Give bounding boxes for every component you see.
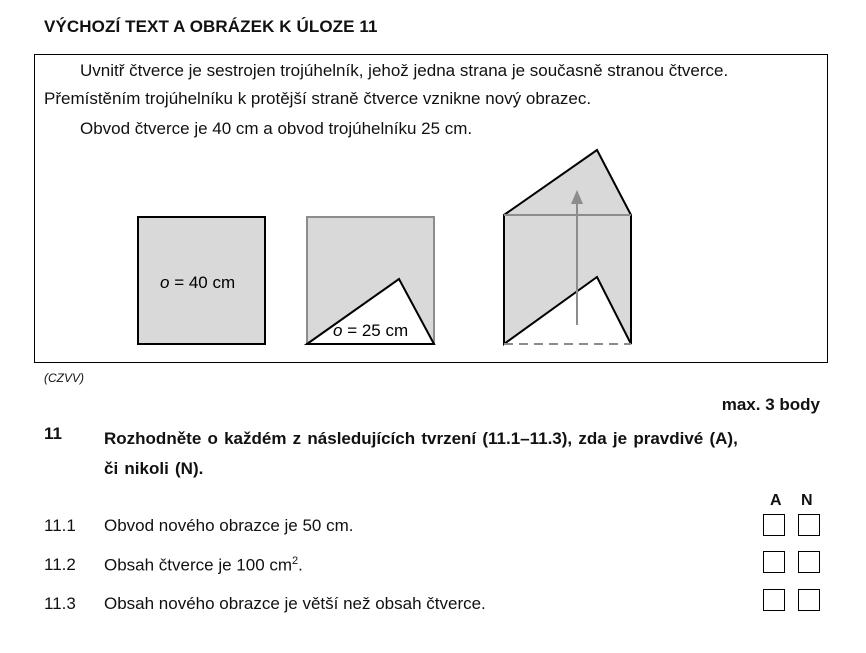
intro-line-2: Přemístěním trojúhelníku k protější straně čtverce vznikne nový obrazec. (44, 89, 592, 108)
new-shape (504, 150, 631, 344)
source-note: (CZVV) (44, 371, 84, 385)
triangle-perimeter-label: o = 25 cm (333, 321, 409, 340)
column-header-a: A (770, 492, 782, 509)
answer-a-checkbox-11-2[interactable] (763, 551, 785, 573)
statement-number: 11.2 (44, 555, 76, 574)
statement-number: 11.3 (44, 594, 76, 613)
answer-a-checkbox-11-1[interactable] (763, 514, 785, 536)
intro-line-3: Obvod čtverce je 40 cm a obvod trojúhelníku 25 cm. (80, 119, 473, 138)
answer-a-checkbox-11-3[interactable] (763, 589, 785, 611)
section-heading: VÝCHOZÍ TEXT A OBRÁZEK K ÚLOZE 11 (44, 17, 378, 36)
answer-n-checkbox-11-3[interactable] (798, 589, 820, 611)
question-text: Rozhodněte o každém z následujících tvrzení (11.1–11.3), zda je pravdivé (A), či nikoli (N). (104, 429, 738, 478)
statement-number: 11.1 (44, 516, 76, 535)
statement-text-end: . (298, 555, 303, 575)
statement-text: Obsah nového obrazce je větší než obsah čtverce. (104, 594, 486, 613)
square-perimeter-label: o = 40 cm (160, 273, 236, 292)
answer-n-checkbox-11-1[interactable] (798, 514, 820, 536)
max-points: max. 3 body (721, 395, 820, 414)
statement-text-sup: 2 (292, 555, 299, 567)
statement-text-main: Obsah čtverce je 100 cm (104, 555, 293, 575)
question-number: 11 (44, 424, 62, 443)
intro-line-1: Uvnitř čtverce je sestrojen trojúhelník, jehož jedna strana je současně stranou čtverce. (80, 61, 729, 80)
column-header-n: N (801, 492, 813, 509)
statement-text (104, 555, 303, 576)
statement-text: Obvod nového obrazce je 50 cm. (104, 516, 354, 535)
answer-n-checkbox-11-2[interactable] (798, 551, 820, 573)
